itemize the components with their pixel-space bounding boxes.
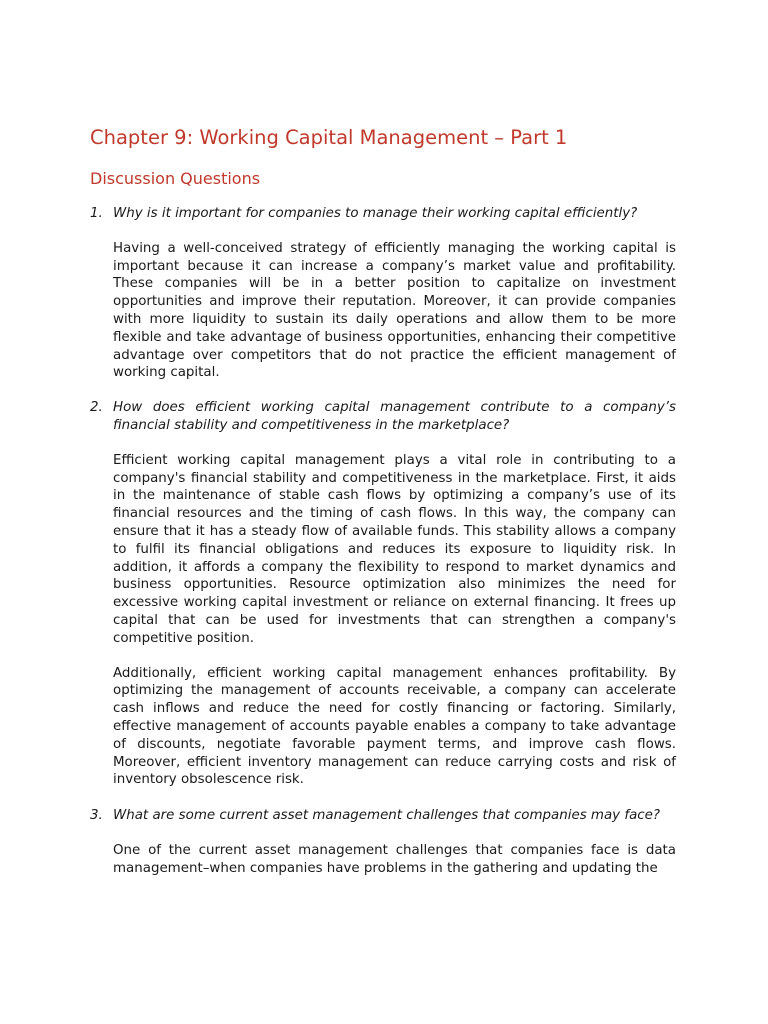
chapter-title: Chapter 9: Working Capital Management – Part 1 [90,126,568,149]
question-number: 2. [90,400,103,416]
document-page [90,124,676,878]
answer-paragraph: One of the current asset management challenges that companies face is data management–when companies have problems in the gathering and updating the [113,842,676,876]
section-heading: Discussion Questions [90,169,261,188]
question-item-2 [90,399,676,789]
answer-paragraph: Efficient working capital management plays a vital role in contributing to a company's financial stability and competitiveness in the marketplace. First, it aids in the maintenance of stable cash flows by optimizing a company’s use of its financial resources and the timing of cash flows. In this way, the company can ensure that it has a steady flow of available funds. This stability allows a company to fulfil its financial obligations and reduces its exposure to liquidity risk. In addition, it affords a company the flexibility to respond to market dynamics and business opportunities. Resource optimization also minimizes the need for excessive working capital investment or reliance on external financing. It frees up capital that can be used for investments that can strengthen a company's competitive position. [113,452,676,646]
question-text: What are some current asset management challenges that companies may face? [113,808,660,824]
question-number: 3. [90,808,103,824]
answer-paragraph: Additionally, efficient working capital management enhances profitability. By optimizing the management of accounts receivable, a company can accelerate cash inflows and reduce the need for costly financing or factoring. Similarly, effective management of accounts payable enables a company to take advantage of discounts, negotiate favorable payment terms, and improve cash flows. Moreover, efficient inventory management can reduce carrying costs and risk of inventory obsolescence risk. [113,665,676,788]
question-text: Why is it important for companies to manage their working capital efficiently? [113,206,638,221]
question-list [90,205,676,878]
question-item-3 [90,807,676,877]
answer-paragraph: Having a well-conceived strategy of efficiently managing the working capital is important because it can increase a company’s market value and profitability. These companies will be in a better position to capitalize on investment opportunities and improve their reputation. Moreover, it can provide companies with more liquidity to sustain its daily operations and allow them to be more flexible and take advantage of business opportunities, enhancing their competitive advantage over competitors that do not practice the efficient management of working capital. [113,240,676,381]
question-text: How does efficient working capital management contribute to a company’s financial stability and competitiveness in the marketplace? [113,400,676,433]
question-item-1 [90,205,676,382]
question-number: 1. [90,206,103,221]
